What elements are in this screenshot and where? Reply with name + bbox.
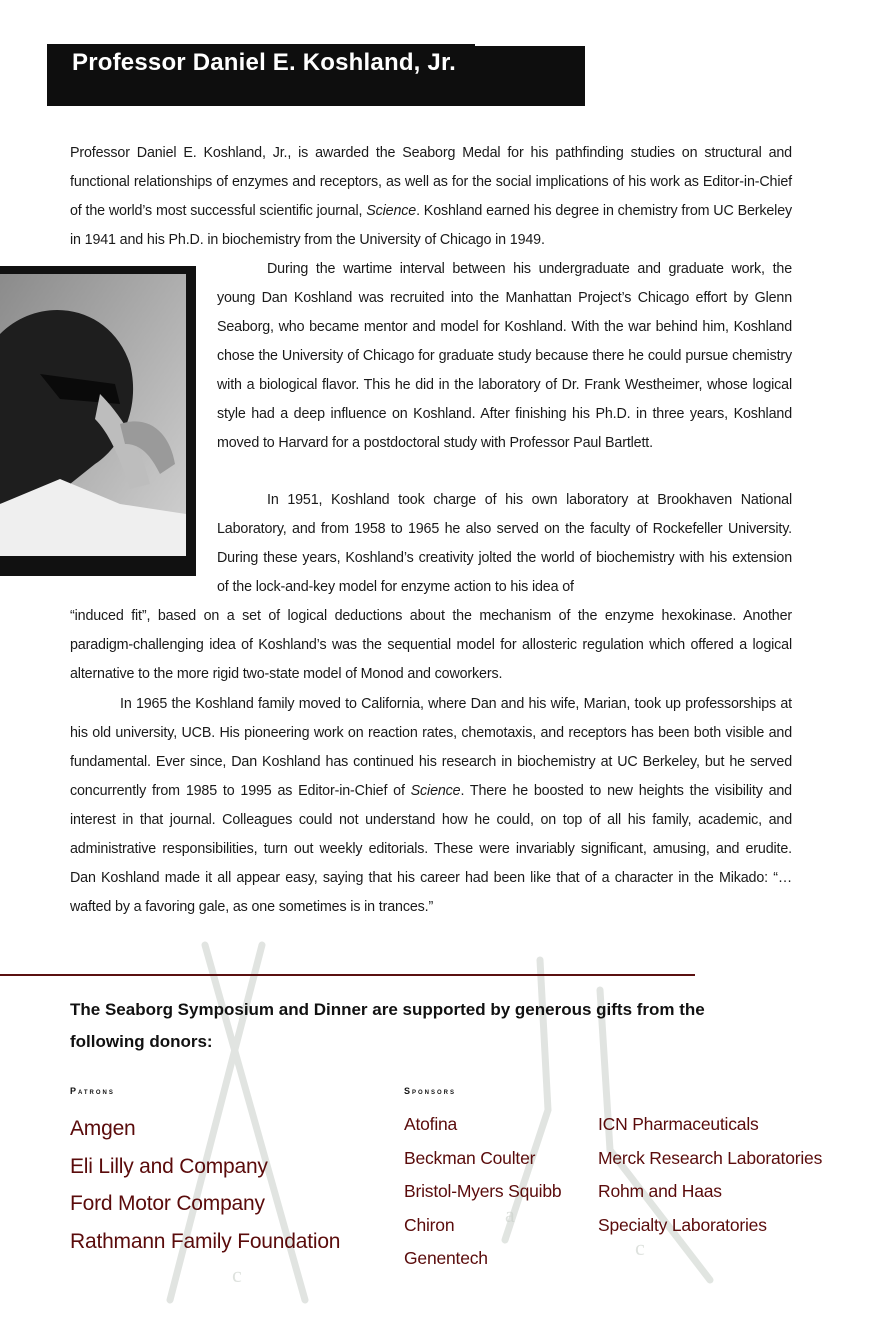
list-item: Amgen (70, 1117, 136, 1140)
sponsors-list-col2 (598, 1108, 822, 1242)
list-item: Ford Motor Company (70, 1192, 265, 1215)
donors-intro: The Seaborg Symposium and Dinner are supported by generous gifts from the following donors: (70, 1000, 705, 1051)
sponsors-list-col1 (404, 1108, 561, 1276)
paragraph-induced-fit: “induced fit”, based on a set of logical deductions about the mechanism of the enzyme hexokinase. Another paradigm-challenging idea of Koshland’s was the sequential model for allosteric regulation which offered a logical alternative to the more rigid two-state model of Monod and coworkers. (70, 608, 792, 682)
svg-text:a: a (505, 1202, 515, 1227)
sponsors-heading: Sponsors (404, 1086, 457, 1096)
patrons-heading: Patrons (70, 1086, 115, 1096)
paragraph-wartime: During the wartime interval between his undergraduate and graduate work, the young Dan Koshland was recruited into the Manhattan Project’s Chicago effort by Glenn Seaborg, who became mentor and model for Koshland. With the war behind him, Koshland chose the University of Chicago for graduate study because there he could pursue chemistry with a biological flavor. This he did in the laboratory of Dr. Frank Westheimer, whose logical style had a deep influence on Koshland. After finishing his Ph.D. in three years, Koshland moved to Harvard for a postdoctoral study with Professor Paul Bartlett. (217, 261, 792, 451)
list-item: Atofina (404, 1114, 458, 1134)
title-bar-notch (475, 0, 587, 46)
list-item: Eli Lilly and Company (70, 1154, 268, 1178)
list-item: Genentech (404, 1248, 488, 1268)
svg-text:c: c (232, 1262, 242, 1287)
list-item: Specialty Laboratories (598, 1214, 767, 1235)
list-item: Rathmann Family Foundation (70, 1229, 341, 1253)
list-item: Rohm and Haas (598, 1181, 722, 1201)
portrait-frame (0, 266, 196, 576)
patrons-list (70, 1110, 340, 1260)
portrait-photo-icon (0, 274, 186, 556)
list-item: Merck Research Laboratories (598, 1147, 823, 1168)
paragraph-intro: Professor Daniel E. Koshland, Jr., is awarded the Seaborg Medal for his pathfinding studies on structural and functional relationships of enzymes and receptors, as well as for the social implications of his work as Editor-in-Chief of the world’s most successful scientific journal, Science. Koshland earned his degree in chemistry from UC Berkeley in 1941 and his Ph.D. in biochemistry from the University of Chicago in 1949. (70, 145, 792, 248)
section-divider (0, 974, 695, 976)
paragraph-california: In 1965 the Koshland family moved to California, where Dan and his wife, Marian, took up professorships at his old university, UCB. His pioneering work on reaction rates, chemotaxis, and receptors has been both visible and fundamental. Ever since, Dan Koshland has continued his research in biochemistry at UC Berkeley, but he served concurrently from 1985 to 1995 as Editor-in-Chief of Science. There he boosted to new heights the visibility and interest in that journal. Colleagues could not understand how he could, on top of all his family, academic, and administrative responsibilities, turn out weekly editorials. These were invariably significant, amusing, and erudite. Dan Koshland made it all appear easy, saying that his career had been like that of a character in the Mikado: “…wafted by a favoring gale, as one sometimes is in trances.” (70, 696, 792, 915)
paragraph-brookhaven: In 1951, Koshland took charge of his own laboratory at Brookhaven National Laboratory, and from 1958 to 1965 he also served on the faculty of Rockefeller University. During these years, Koshland’s creativity jolted the world of biochemistry with his extension of the lock-and-key model for enzyme action to his idea of (217, 492, 792, 595)
list-item: Chiron (404, 1214, 455, 1235)
list-item: ICN Pharmaceuticals (598, 1114, 759, 1134)
page-title: Professor Daniel E. Koshland, Jr. (72, 49, 457, 76)
svg-text:c: c (635, 1235, 645, 1260)
list-item: Bristol-Myers Squibb (404, 1181, 562, 1201)
list-item: Beckman Coulter (404, 1147, 536, 1168)
